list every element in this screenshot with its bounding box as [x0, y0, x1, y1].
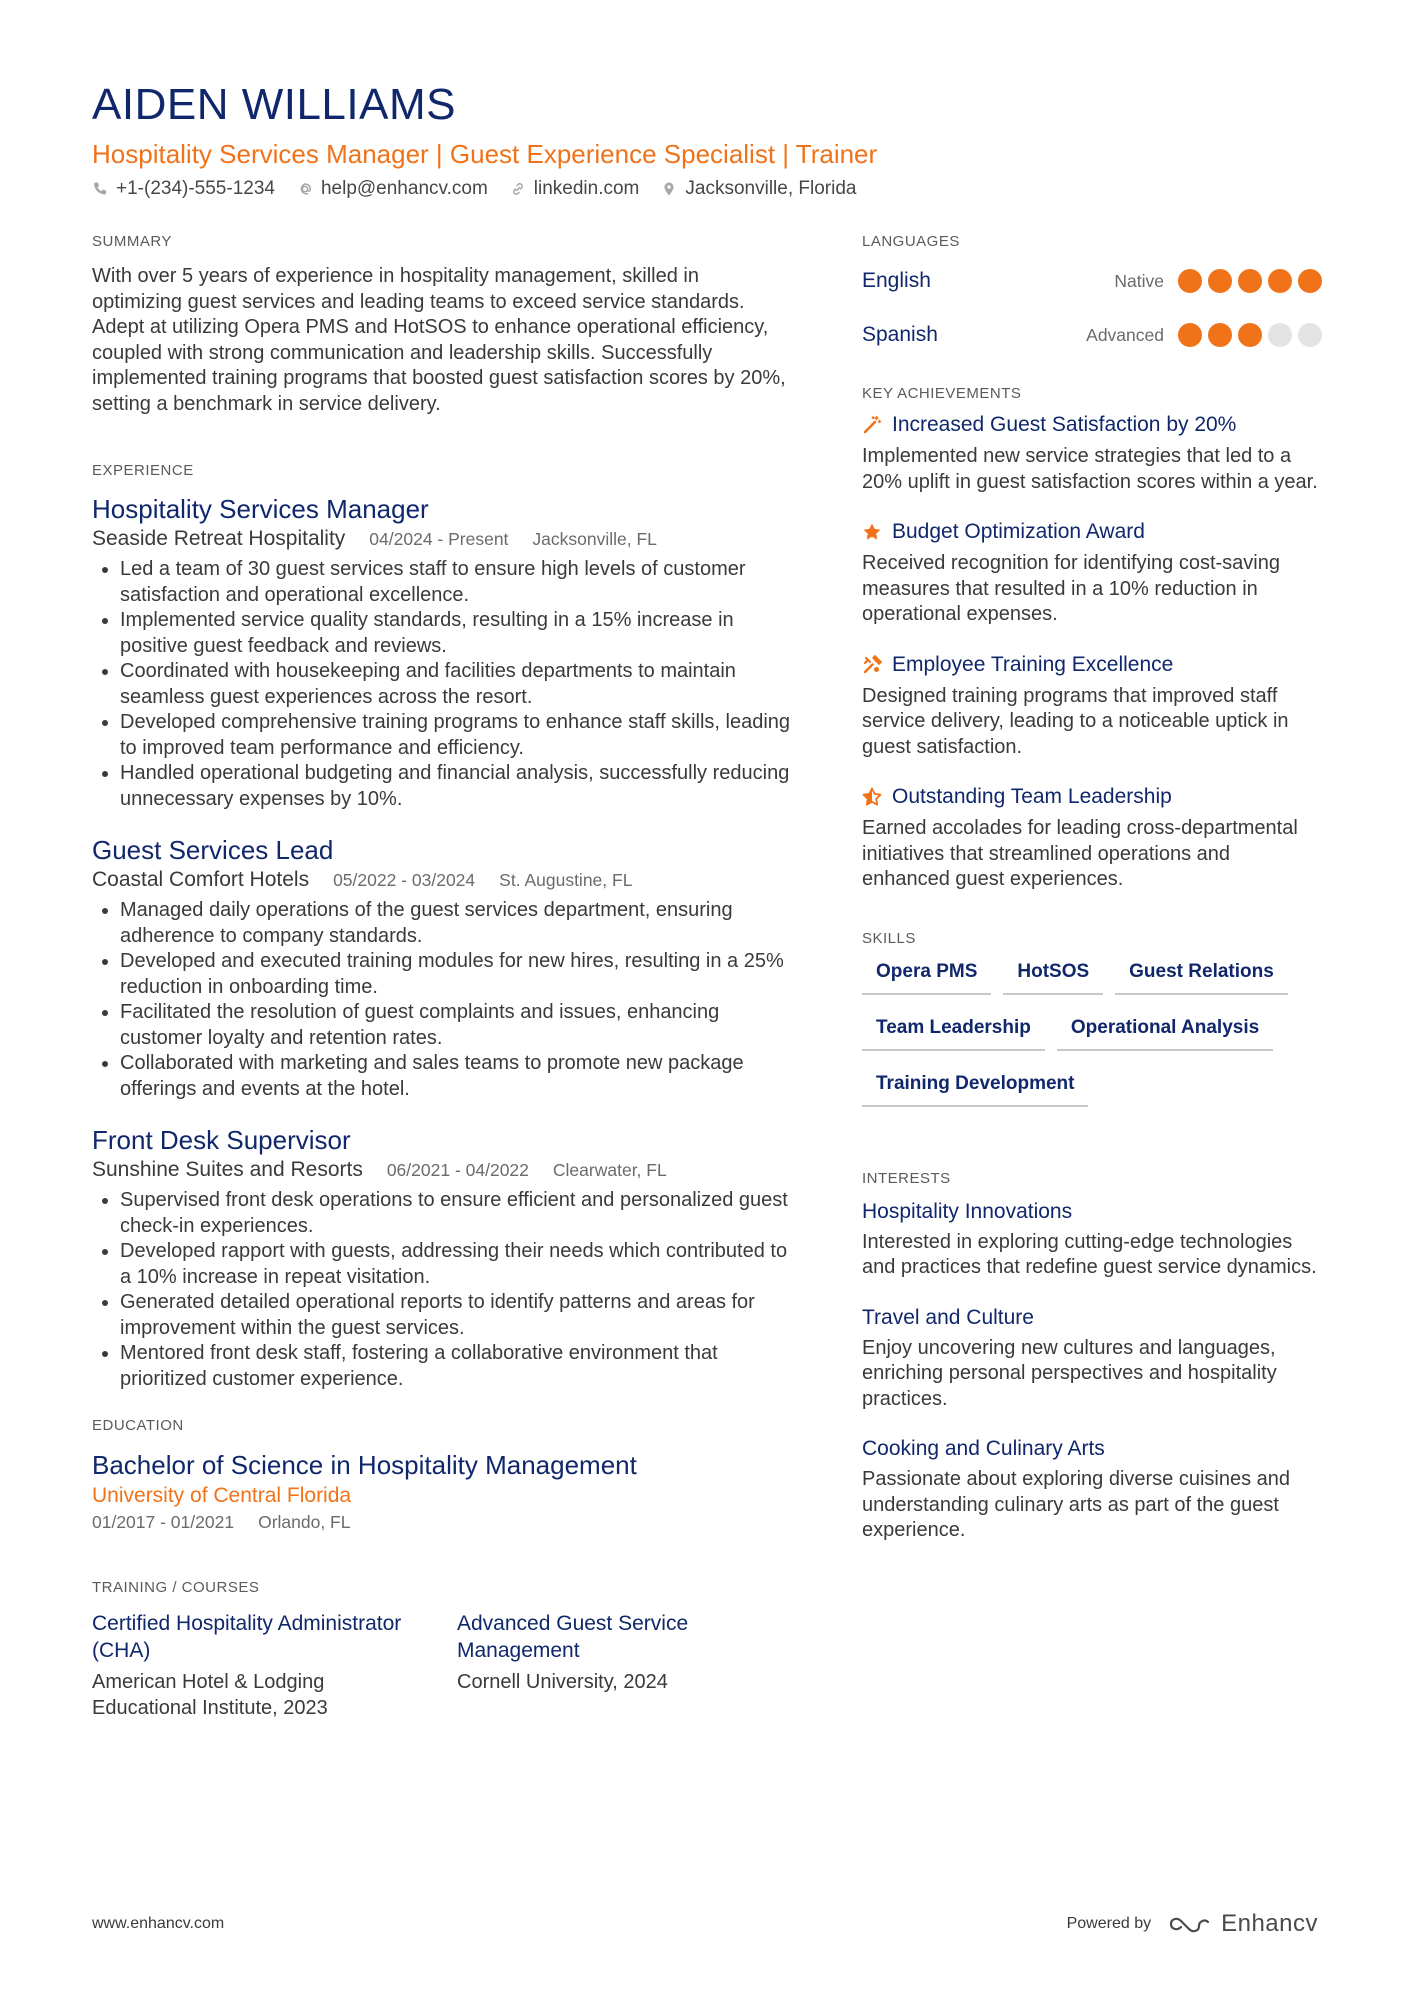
- language-rating: [1178, 269, 1322, 293]
- candidate-name: AIDEN WILLIAMS: [92, 80, 456, 129]
- achievement-item: [862, 517, 1322, 628]
- job-company: Coastal Comfort Hotels: [92, 868, 310, 891]
- experience-heading: EXPERIENCE: [92, 462, 194, 479]
- job-bullet: • Supervised front desk operations to ensure efficient and personalized guest check-in experiences.: [120, 1188, 792, 1239]
- contact-phone: [92, 176, 275, 202]
- job-dates: 05/2022 - 03/2024: [333, 870, 476, 890]
- education-heading: EDUCATION: [92, 1417, 184, 1434]
- languages-heading: LANGUAGES: [862, 233, 960, 250]
- rating-dot-empty: [1298, 323, 1322, 347]
- job-bullets: [92, 898, 792, 1102]
- course-provider: American Hotel & Lodging Educational Institute, 2023: [92, 1671, 328, 1719]
- resume-columns: [92, 232, 1318, 1721]
- job-bullet: • Generated detailed operational reports to identify patterns and areas for improvement within the guest services.: [120, 1290, 792, 1341]
- job-bullet: • Handled operational budgeting and financial analysis, successfully reducing unnecessary expenses by 10%.: [120, 761, 792, 812]
- language-row: [862, 254, 1322, 308]
- phone-text: +1-(234)-555-1234: [116, 178, 275, 199]
- job-location: Jacksonville, FL: [532, 529, 657, 549]
- interest-desc: Passionate about exploring diverse cuisines and understanding culinary arts as part of the guest experience.: [862, 1468, 1291, 1541]
- education-section: [92, 1416, 792, 1534]
- interest-item: [862, 1197, 1322, 1281]
- job-bullets: [92, 1188, 792, 1392]
- achievement-head: [862, 650, 1322, 680]
- language-list: [862, 254, 1322, 362]
- tools-icon: [862, 655, 882, 675]
- footer-url[interactable]: www.enhancv.com: [92, 1915, 225, 1932]
- interest-title: Hospitality Innovations: [862, 1199, 1073, 1223]
- interest-desc: Enjoy uncovering new cultures and languages, enriching personal perspectives and hospitality practices.: [862, 1336, 1277, 1410]
- training-heading: TRAINING / COURSES: [92, 1579, 260, 1596]
- job-bullet: • Developed rapport with guests, addressing their needs which contributed to a 10% increase in repeat visitation.: [120, 1239, 792, 1290]
- training-section: [92, 1578, 792, 1721]
- achievements-heading: KEY ACHIEVEMENTS: [862, 385, 1022, 402]
- interest-item: [862, 1303, 1322, 1413]
- job-location: St. Augustine, FL: [499, 870, 633, 890]
- achievement-title: Employee Training Excellence: [892, 652, 1174, 676]
- linkedin-text: linkedin.com: [533, 178, 640, 199]
- job-entry: [92, 1124, 792, 1392]
- language-level: Advanced: [1086, 324, 1164, 345]
- job-dates: 06/2021 - 04/2022: [386, 1160, 529, 1180]
- course-item: [457, 1610, 792, 1721]
- skills-heading: SKILLS: [862, 929, 916, 947]
- experience-section: [92, 461, 792, 1392]
- rating-dot-filled: [1178, 323, 1202, 347]
- job-bullet: • Coordinated with housekeeping and facilities departments to maintain seamless guest experiences across the resort.: [120, 659, 792, 710]
- powered-by: [1067, 1910, 1318, 1938]
- skill-list: [862, 961, 1332, 1107]
- summary-text: With over 5 years of experience in hospitality management, skilled in optimizing guest services and leading teams to exceed service standards. Adept at utilizing Opera PMS and HotSOS to enhance operational efficiency, coupled with strong communication and leadership skills. Successfully implemented training programs that boosted guest satisfaction scores by 20%, setting a benchmark in service delivery.: [92, 265, 786, 415]
- language-level: Native: [1114, 270, 1164, 291]
- achievement-item: [862, 782, 1322, 893]
- education-location: Orlando, FL: [258, 1512, 351, 1532]
- job-bullet: • Collaborated with marketing and sales teams to promote new package offerings and events at the hotel.: [120, 1051, 792, 1102]
- course-provider: Cornell University, 2024: [457, 1671, 668, 1693]
- job-bullets: [92, 557, 792, 812]
- interest-title: Travel and Culture: [862, 1305, 1034, 1329]
- job-bullet: • Facilitated the resolution of guest complaints and issues, enhancing customer loyalty and retention rates.: [120, 1000, 792, 1051]
- education-dates: 01/2017 - 01/2021: [92, 1512, 235, 1532]
- rating-dot-empty: [1268, 323, 1292, 347]
- summary-heading: SUMMARY: [92, 233, 172, 250]
- course-title: Certified Hospitality Administrator (CHA): [92, 1612, 402, 1662]
- interests-section: [862, 1169, 1322, 1544]
- achievement-title: Outstanding Team Leadership: [892, 785, 1172, 808]
- skill-tag: Guest Relations: [1115, 961, 1288, 995]
- job-title: Guest Services Lead: [92, 835, 334, 865]
- skills-section: [862, 929, 1322, 1107]
- achievement-head: [862, 517, 1322, 547]
- education-meta: [92, 1510, 792, 1534]
- contact-email[interactable]: [297, 176, 488, 202]
- contact-location: [661, 176, 856, 202]
- achievement-desc: Designed training programs that improved staff service delivery, leading to a noticeable uptick in guest satisfaction.: [862, 684, 1289, 758]
- achievement-desc: Earned accolades for leading cross-departmental initiatives that streamlined operations and enhanced guest experiences.: [862, 817, 1298, 890]
- achievement-desc: Received recognition for identifying cost-saving measures that resulted in a 10% reduction in operational expenses.: [862, 552, 1280, 625]
- skill-tag: Team Leadership: [862, 1017, 1045, 1051]
- education-school: University of Central Florida: [92, 1484, 352, 1507]
- job-company: Seaside Retreat Hospitality: [92, 527, 346, 550]
- job-bullet: • Implemented service quality standards, resulting in a 15% increase in positive guest feedback and reviews.: [120, 608, 792, 659]
- education-degree: Bachelor of Science in Hospitality Management: [92, 1450, 637, 1480]
- skill-tag: Operational Analysis: [1057, 1017, 1273, 1051]
- achievement-item: [862, 650, 1322, 761]
- candidate-headline: Hospitality Services Manager | Guest Experience Specialist | Trainer: [92, 139, 878, 169]
- star-half-icon: [862, 787, 882, 807]
- job-entry: [92, 834, 792, 1102]
- job-meta: [92, 1156, 792, 1184]
- brand-name: Enhancv: [1221, 1910, 1318, 1937]
- rating-dot-filled: [1238, 269, 1262, 293]
- course-item: [92, 1610, 427, 1721]
- magic-wand-icon: [862, 415, 882, 435]
- course-list: [92, 1610, 792, 1721]
- achievement-desc: Implemented new service strategies that led to a 20% uplift in guest satisfaction scores within a year.: [862, 445, 1318, 493]
- language-rating: [1178, 323, 1322, 347]
- rating-dot-filled: [1268, 269, 1292, 293]
- interest-title: Cooking and Culinary Arts: [862, 1437, 1105, 1460]
- contact-bar: [92, 176, 1318, 202]
- link-icon: [510, 181, 526, 197]
- language-name: English: [862, 269, 931, 292]
- skill-tag: Opera PMS: [862, 961, 991, 995]
- languages-section: [862, 232, 1322, 362]
- at-icon: [297, 181, 313, 197]
- job-bullet: • Led a team of 30 guest services staff to ensure high levels of customer satisfaction and operational excellence.: [120, 557, 792, 608]
- language-row: [862, 308, 1322, 362]
- achievements-section: [862, 384, 1322, 893]
- contact-linkedin[interactable]: [510, 176, 640, 202]
- location-pin-icon: [661, 181, 677, 197]
- location-text: Jacksonville, Florida: [685, 178, 857, 199]
- language-name: Spanish: [862, 323, 938, 346]
- course-title: Advanced Guest Service Management: [457, 1612, 689, 1662]
- job-title: Hospitality Services Manager: [92, 494, 429, 524]
- achievement-head: [862, 782, 1322, 812]
- job-entry: [92, 493, 792, 812]
- interest-desc: Interested in exploring cutting-edge technologies and practices that redefine guest service dynamics.: [862, 1230, 1317, 1278]
- job-list: [92, 493, 792, 1392]
- skill-tag: HotSOS: [1003, 961, 1103, 995]
- email-text: help@enhancv.com: [320, 178, 488, 199]
- job-bullet: • Managed daily operations of the guest services department, ensuring adherence to company standards.: [120, 898, 792, 949]
- left-column: [92, 232, 792, 1721]
- rating-dot-filled: [1238, 323, 1262, 347]
- right-column: [862, 232, 1322, 1721]
- achievement-item: [862, 410, 1322, 495]
- job-bullet: • Developed and executed training modules for new hires, resulting in a 25% reduction in onboarding time.: [120, 949, 792, 1000]
- rating-dot-filled: [1208, 269, 1232, 293]
- job-title: Front Desk Supervisor: [92, 1125, 351, 1155]
- enhancv-logo[interactable]: [1167, 1910, 1318, 1938]
- job-bullet: • Developed comprehensive training programs to enhance staff skills, leading to improved team performance and efficiency.: [120, 710, 792, 761]
- resume-header: [92, 78, 1318, 202]
- job-dates: 04/2024 - Present: [369, 529, 509, 549]
- phone-icon: [92, 181, 108, 197]
- job-meta: [92, 866, 792, 894]
- interests-heading: INTERESTS: [862, 1169, 951, 1187]
- achievement-head: [862, 410, 1322, 440]
- interest-list: [862, 1197, 1322, 1544]
- star-icon: [862, 522, 882, 542]
- achievement-list: [862, 410, 1322, 893]
- summary-section: [92, 232, 792, 417]
- interest-item: [862, 1434, 1322, 1544]
- skill-tag: Training Development: [862, 1073, 1088, 1107]
- enhancv-logo-icon: [1167, 1912, 1213, 1936]
- achievement-title: Budget Optimization Award: [892, 520, 1145, 543]
- achievement-title: Increased Guest Satisfaction by 20%: [892, 413, 1237, 436]
- rating-dot-filled: [1298, 269, 1322, 293]
- rating-dot-filled: [1208, 323, 1232, 347]
- rating-dot-filled: [1178, 269, 1202, 293]
- job-location: Clearwater, FL: [552, 1160, 667, 1180]
- page-footer: [92, 1910, 1318, 1938]
- job-bullet: • Mentored front desk staff, fostering a collaborative environment that prioritized customer experience.: [120, 1341, 792, 1392]
- job-company: Sunshine Suites and Resorts: [92, 1158, 363, 1181]
- job-meta: [92, 525, 792, 553]
- powered-by-label: Powered by: [1066, 1915, 1152, 1932]
